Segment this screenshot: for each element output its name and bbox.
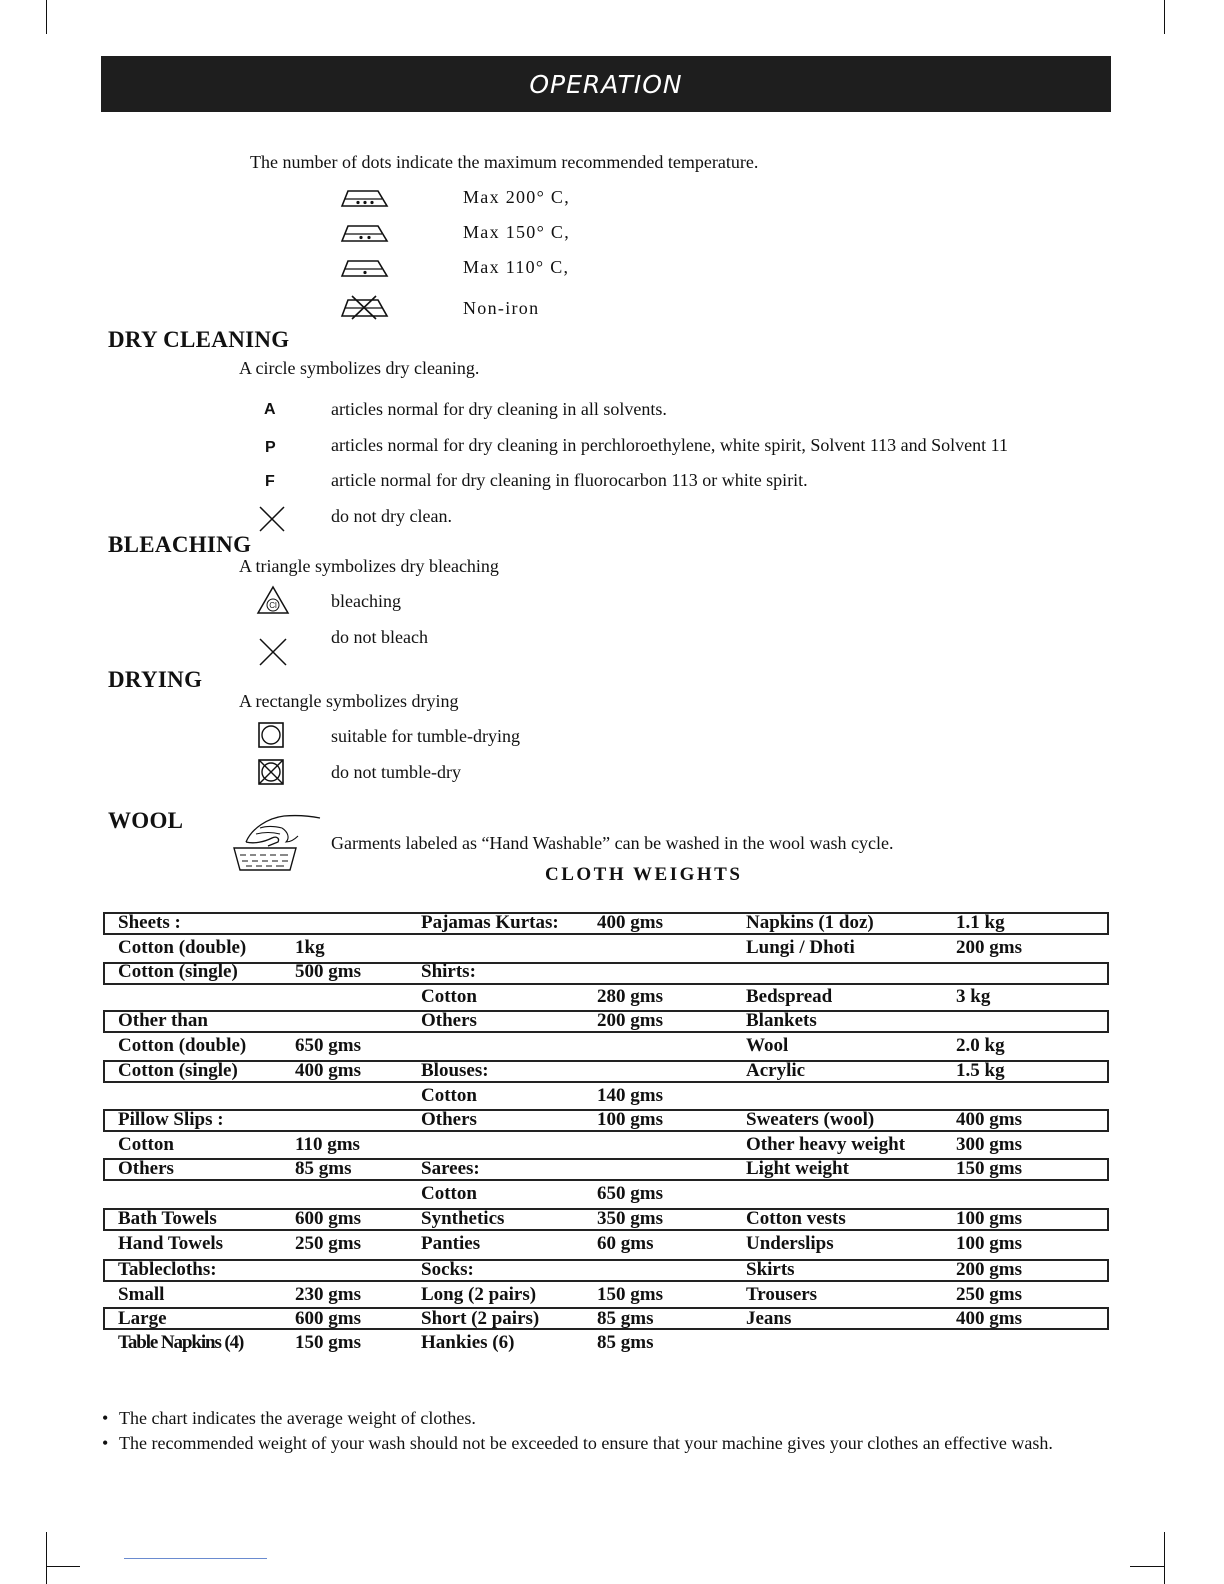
do-not-bleach-label: do not bleach bbox=[331, 627, 428, 647]
table-item-cell: Sheets : bbox=[118, 912, 181, 933]
table-item-cell: Cotton (double) bbox=[118, 937, 247, 958]
table-band bbox=[103, 962, 1109, 985]
table-item-cell: Panties bbox=[421, 1233, 481, 1254]
table-weight-cell: 650 gms bbox=[295, 1035, 361, 1056]
table-item-cell: Underslips bbox=[746, 1233, 834, 1254]
bleaching-heading: BLEACHING bbox=[108, 532, 252, 557]
table-item-cell: Acrylic bbox=[746, 1060, 806, 1081]
table-weight-cell: 2.0 kg bbox=[956, 1035, 1005, 1056]
table-weight-cell: 110 gms bbox=[295, 1134, 360, 1155]
cross-icon bbox=[258, 637, 288, 667]
table-item-cell: Sweaters (wool) bbox=[746, 1109, 875, 1130]
table-item-cell: Light weight bbox=[746, 1158, 849, 1179]
bullet-dot: • bbox=[102, 1433, 109, 1453]
table-weight-cell: 400 gms bbox=[295, 1060, 361, 1081]
dry-clean-symbol-f: F bbox=[265, 473, 275, 490]
table-item-cell: Sarees: bbox=[421, 1158, 480, 1179]
table-weight-cell: 85 gms bbox=[597, 1332, 654, 1353]
table-item-cell: Others bbox=[118, 1158, 174, 1179]
dry-clean-symbol-p: P bbox=[265, 439, 276, 456]
table-item-cell: Jeans bbox=[746, 1308, 792, 1329]
table-item-cell: Hankies (6) bbox=[421, 1332, 515, 1353]
table-item-cell: Large bbox=[118, 1308, 167, 1329]
crop-mark bbox=[1130, 1566, 1164, 1567]
table-item-cell: Synthetics bbox=[421, 1208, 505, 1229]
table-weight-cell: 400 gms bbox=[597, 912, 663, 933]
crop-mark bbox=[1164, 1532, 1165, 1584]
table-item-cell: Others bbox=[421, 1109, 477, 1130]
crop-mark bbox=[46, 1566, 80, 1567]
table-item-cell: Trousers bbox=[746, 1284, 818, 1305]
ironing-intro: The number of dots indicate the maximum recommended temperature. bbox=[250, 152, 759, 172]
hand-wash-icon bbox=[232, 812, 324, 874]
table-item-cell: Pajamas Kurtas: bbox=[421, 912, 559, 933]
table-weight-cell: 280 gms bbox=[597, 986, 663, 1007]
table-weight-cell: 100 gms bbox=[956, 1233, 1022, 1254]
table-item-cell: Cotton bbox=[421, 1085, 477, 1106]
section-header-bar bbox=[101, 56, 1111, 112]
table-weight-cell: 150 gms bbox=[295, 1332, 361, 1353]
table-item-cell: Blouses: bbox=[421, 1060, 489, 1081]
drying-heading: DRYING bbox=[108, 667, 203, 692]
table-weight-cell: 500 gms bbox=[295, 961, 361, 982]
table-item-cell: Napkins (1 doz) bbox=[746, 912, 874, 933]
crop-mark bbox=[46, 0, 47, 34]
table-weight-cell: 200 gms bbox=[956, 937, 1022, 958]
table-item-cell: Socks: bbox=[421, 1259, 474, 1280]
table-weight-cell: 350 gms bbox=[597, 1208, 663, 1229]
table-item-cell: Cotton (single) bbox=[118, 1060, 238, 1081]
table-weight-cell: 100 gms bbox=[956, 1208, 1022, 1229]
iron-max-150-label: Max 150° C, bbox=[463, 222, 570, 242]
table-item-cell: Cotton (double) bbox=[118, 1035, 247, 1056]
iron-max-200-label: Max 200° C, bbox=[463, 187, 570, 207]
table-weight-cell: 400 gms bbox=[956, 1308, 1022, 1329]
table-item-cell: Small bbox=[118, 1284, 165, 1305]
bleach-cl-label: Cl bbox=[269, 601, 277, 610]
bleaching-label: bleaching bbox=[331, 591, 401, 611]
table-item-cell: Blankets bbox=[746, 1010, 817, 1031]
table-weight-cell: 600 gms bbox=[295, 1308, 361, 1329]
table-weight-cell: 250 gms bbox=[295, 1233, 361, 1254]
note-average-weight: The chart indicates the average weight of clothes. bbox=[119, 1408, 476, 1428]
table-item-cell: Hand Towels bbox=[118, 1233, 224, 1254]
table-item-cell: Shirts: bbox=[421, 961, 476, 982]
table-item-cell: Cotton bbox=[421, 1183, 477, 1204]
table-weight-cell: 600 gms bbox=[295, 1208, 361, 1229]
table-weight-cell: 85 gms bbox=[295, 1158, 352, 1179]
dry-clean-symbol-a: A bbox=[264, 401, 276, 418]
bleach-triangle-icon bbox=[256, 585, 290, 615]
table-item-cell: Wool bbox=[746, 1035, 789, 1056]
non-iron-label: Non-iron bbox=[463, 298, 540, 318]
dry-clean-f-label: article normal for dry cleaning in fluorocarbon 113 or white spirit. bbox=[331, 470, 808, 490]
table-weight-cell: 1.5 kg bbox=[956, 1060, 1005, 1081]
iron-three-dots-icon bbox=[340, 187, 390, 209]
page-title: OPERATION bbox=[529, 69, 683, 99]
iron-crossed-icon bbox=[340, 296, 390, 320]
table-item-cell: Others bbox=[421, 1010, 477, 1031]
table-weight-cell: 400 gms bbox=[956, 1109, 1022, 1130]
table-weight-cell: 150 gms bbox=[597, 1284, 663, 1305]
table-weight-cell: 85 gms bbox=[597, 1308, 654, 1329]
dry-cleaning-heading: DRY CLEANING bbox=[108, 327, 290, 352]
table-weight-cell: 3 kg bbox=[956, 986, 991, 1007]
table-item-cell: Cotton bbox=[421, 986, 477, 1007]
footer-line bbox=[124, 1558, 267, 1559]
note-recommended-weight: The recommended weight of your wash should not be exceeded to ensure that your machine gives your clothes an effective wash. bbox=[119, 1433, 1053, 1453]
wool-text: Garments labeled as “Hand Washable” can be washed in the wool wash cycle. bbox=[331, 833, 894, 853]
table-item-cell: Cotton vests bbox=[746, 1208, 846, 1229]
dry-clean-p-label: articles normal for dry cleaning in perchloroethylene, white spirit, Solvent 113 and Solvent 11 bbox=[331, 435, 1008, 455]
table-item-cell: Tablecloths: bbox=[118, 1259, 217, 1280]
no-tumble-dry-icon bbox=[258, 759, 284, 785]
table-weight-cell: 1kg bbox=[295, 937, 325, 958]
do-not-dry-clean-label: do not dry clean. bbox=[331, 506, 452, 526]
dry-cleaning-intro: A circle symbolizes dry cleaning. bbox=[239, 358, 480, 378]
table-weight-cell: 1.1 kg bbox=[956, 912, 1005, 933]
table-item-cell: Skirts bbox=[746, 1259, 795, 1280]
drying-intro: A rectangle symbolizes drying bbox=[239, 691, 459, 711]
table-item-cell: Bedspread bbox=[746, 986, 833, 1007]
table-weight-cell: 200 gms bbox=[597, 1010, 663, 1031]
table-weight-cell: 100 gms bbox=[597, 1109, 663, 1130]
cross-icon bbox=[258, 505, 286, 533]
table-weight-cell: 140 gms bbox=[597, 1085, 663, 1106]
no-tumble-dry-label: do not tumble-dry bbox=[331, 762, 461, 782]
table-item-cell: Bath Towels bbox=[118, 1208, 217, 1229]
bullet-dot: • bbox=[102, 1408, 109, 1428]
table-item-cell: Table Napkins (4) bbox=[118, 1332, 244, 1353]
iron-two-dots-icon bbox=[340, 222, 390, 244]
dry-clean-a-label: articles normal for dry cleaning in all solvents. bbox=[331, 399, 667, 419]
tumble-dry-label: suitable for tumble-drying bbox=[331, 726, 520, 746]
table-weight-cell: 300 gms bbox=[956, 1134, 1022, 1155]
tumble-dry-icon bbox=[258, 722, 284, 748]
bleaching-intro: A triangle symbolizes dry bleaching bbox=[239, 556, 499, 576]
table-weight-cell: 250 gms bbox=[956, 1284, 1022, 1305]
table-item-cell: Long (2 pairs) bbox=[421, 1284, 537, 1305]
iron-max-110-label: Max 110° C, bbox=[463, 257, 570, 277]
cloth-weights-title: CLOTH WEIGHTS bbox=[545, 864, 743, 885]
table-weight-cell: 230 gms bbox=[295, 1284, 361, 1305]
table-weight-cell: 150 gms bbox=[956, 1158, 1022, 1179]
table-weight-cell: 200 gms bbox=[956, 1259, 1022, 1280]
table-item-cell: Other than bbox=[118, 1010, 208, 1031]
table-weight-cell: 650 gms bbox=[597, 1183, 663, 1204]
table-item-cell: Other heavy weight bbox=[746, 1134, 906, 1155]
crop-mark bbox=[1164, 0, 1165, 34]
table-weight-cell: 60 gms bbox=[597, 1233, 654, 1254]
table-item-cell: Cotton (single) bbox=[118, 961, 238, 982]
wool-heading: WOOL bbox=[108, 808, 184, 833]
table-item-cell: Pillow Slips : bbox=[118, 1109, 224, 1130]
table-item-cell: Short (2 pairs) bbox=[421, 1308, 540, 1329]
table-item-cell: Cotton bbox=[118, 1134, 174, 1155]
table-item-cell: Lungi / Dhoti bbox=[746, 937, 855, 958]
iron-one-dot-icon bbox=[340, 257, 390, 279]
crop-mark bbox=[46, 1532, 47, 1584]
